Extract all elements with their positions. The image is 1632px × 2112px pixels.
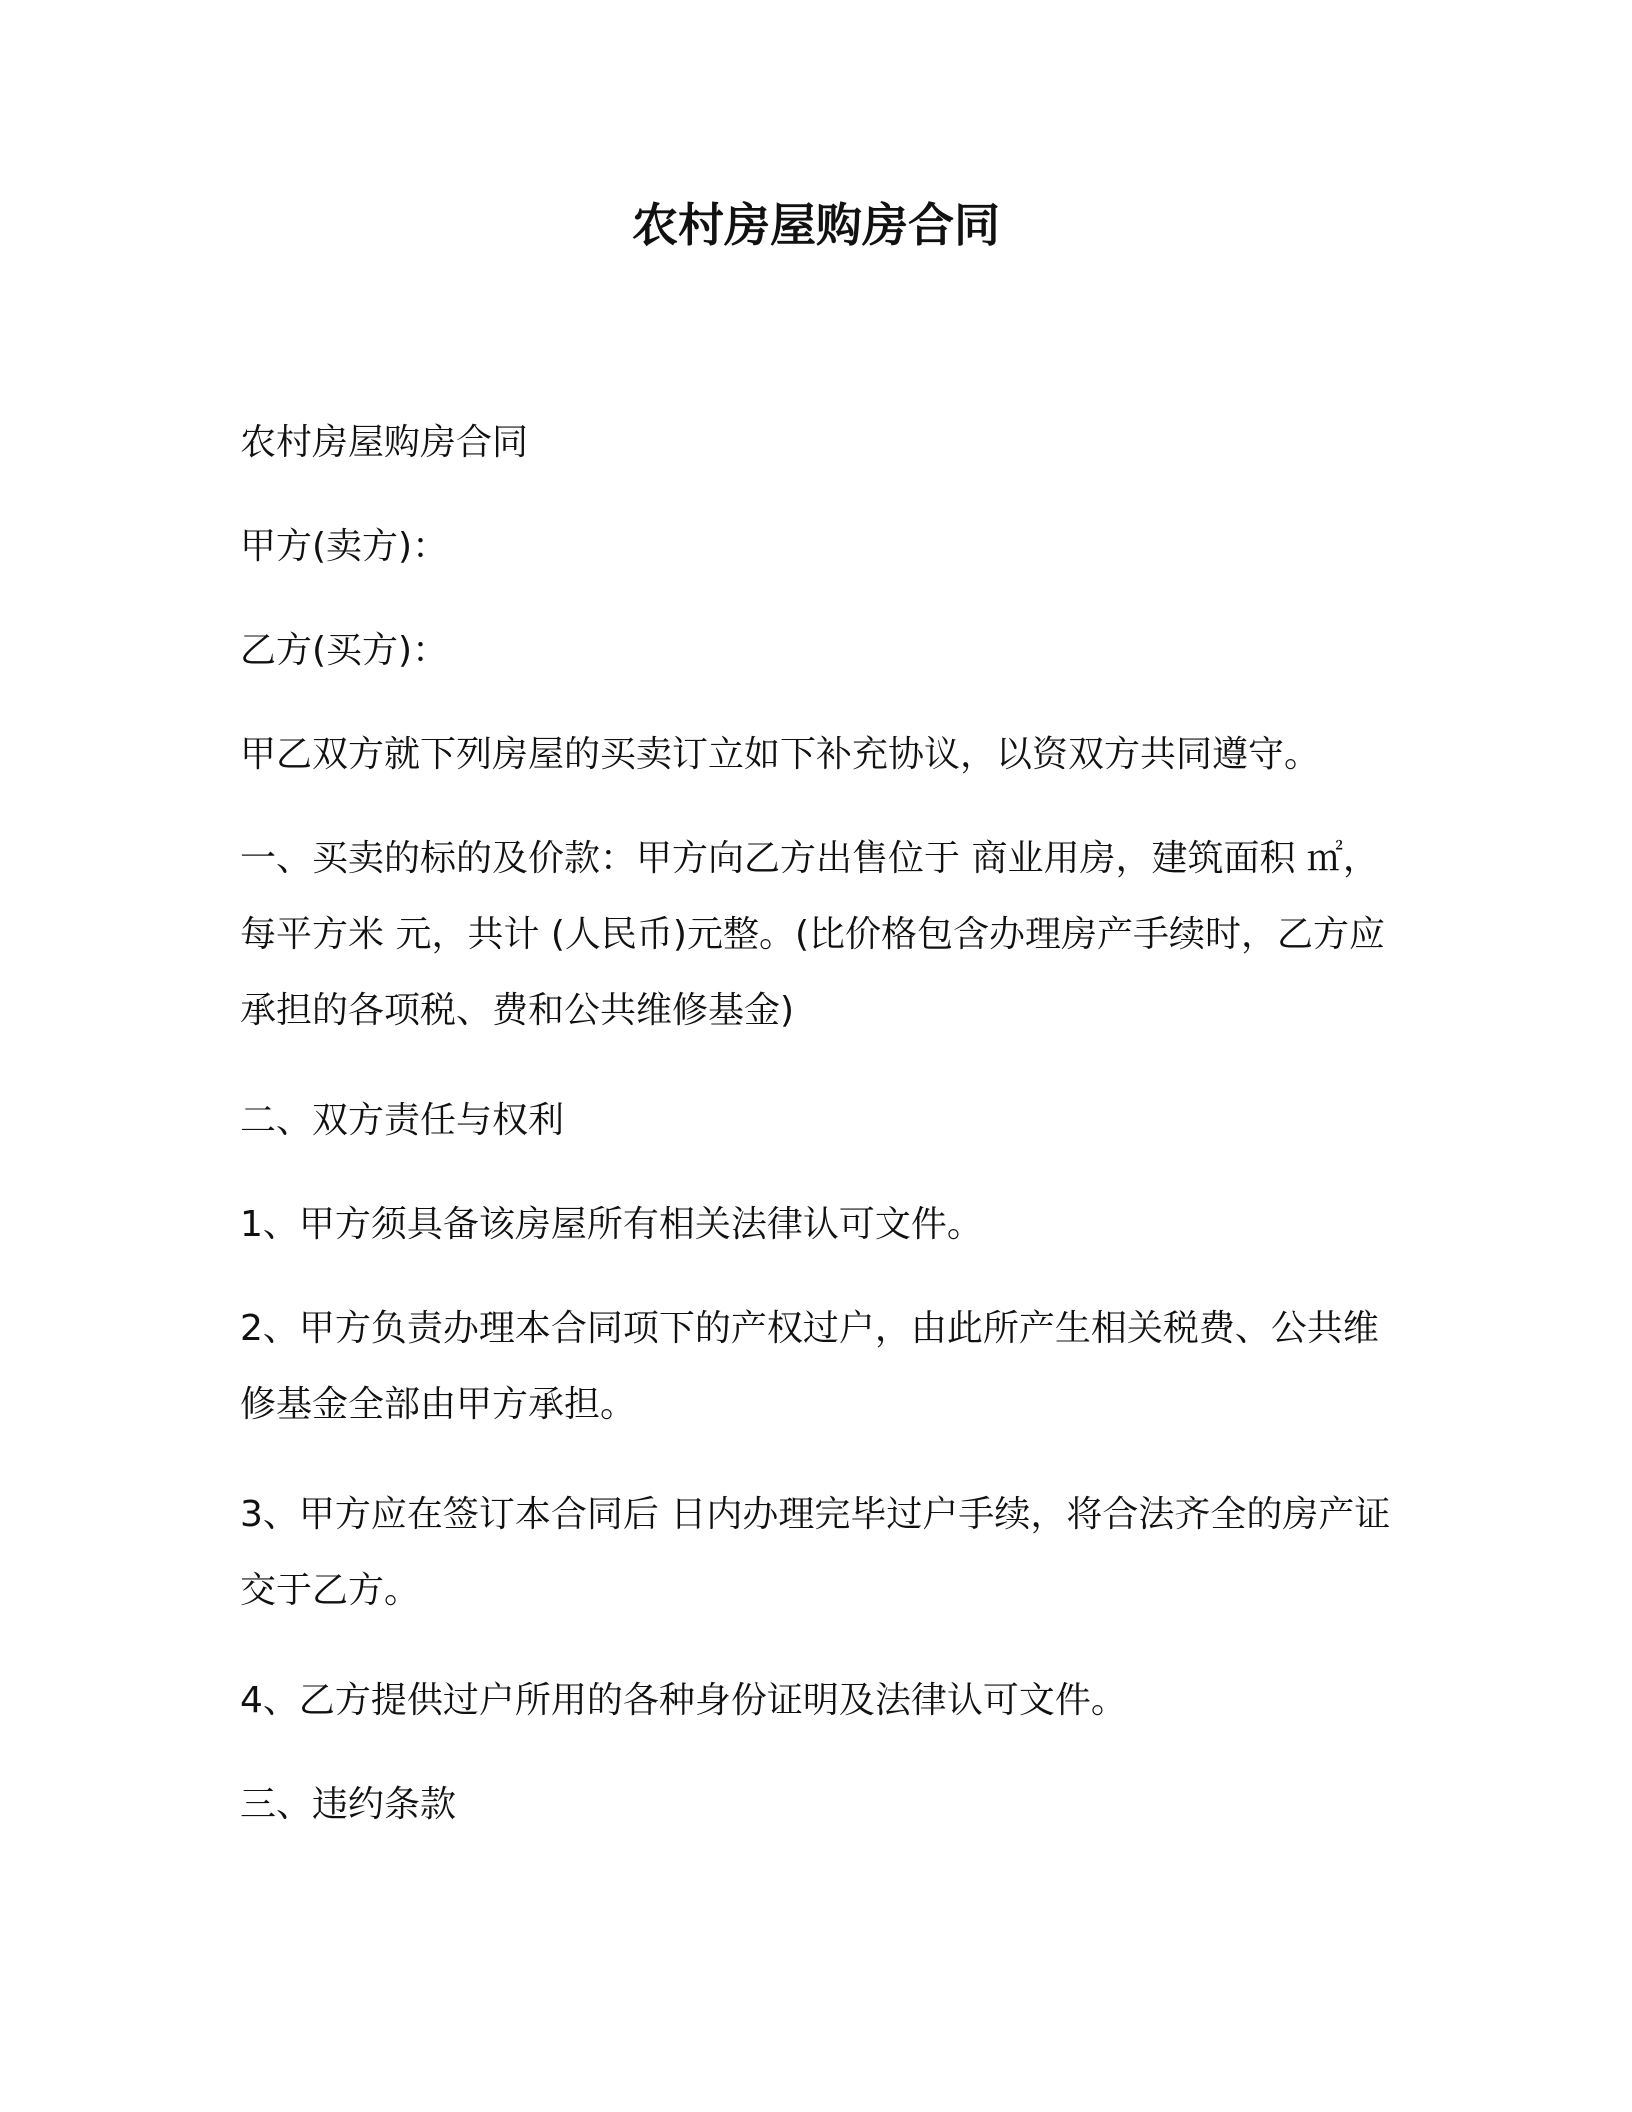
paragraph-clause-1: 1、甲方须具备该房屋所有相关法律认可文件。 xyxy=(240,1204,983,1245)
paragraph-clause-4: 4、乙方提供过户所用的各种身份证明及法律认可文件。 xyxy=(240,1680,1127,1721)
paragraph-party-a: 甲方(卖方)： xyxy=(240,526,449,567)
paragraph-section-1: 一、买卖的标的及价款：甲方向乙方出售位于 商业用房，建筑面积 ㎡，每平方米 元，共计 (人民币)元整。(比价格包含办理房产手续时，乙方应承担的各项税、费和公共维修基金) xyxy=(240,838,1386,1031)
paragraph-preamble: 甲乙双方就下列房屋的买卖订立如下补充协议，以资双方共同遵守。 xyxy=(240,734,1321,775)
paragraph-section-2-heading: 二、双方责任与权利 xyxy=(240,1100,565,1141)
document-title: 农村房屋购房合同 xyxy=(632,198,1000,252)
paragraph-section-3-heading: 三、违约条款 xyxy=(240,1784,457,1825)
paragraph-clause-2: 2、甲方负责办理本合同项下的产权过户，由此所产生相关税费、公共维修基金全部由甲方承担。 xyxy=(240,1308,1379,1425)
paragraph-clause-3: 3、甲方应在签订本合同后 日内办理完毕过户手续，将合法齐全的房产证交于乙方。 xyxy=(240,1494,1391,1611)
paragraph-subtitle: 农村房屋购房合同 xyxy=(240,422,529,463)
paragraph-party-b: 乙方(买方)： xyxy=(240,630,449,671)
document-body xyxy=(240,405,1400,1871)
